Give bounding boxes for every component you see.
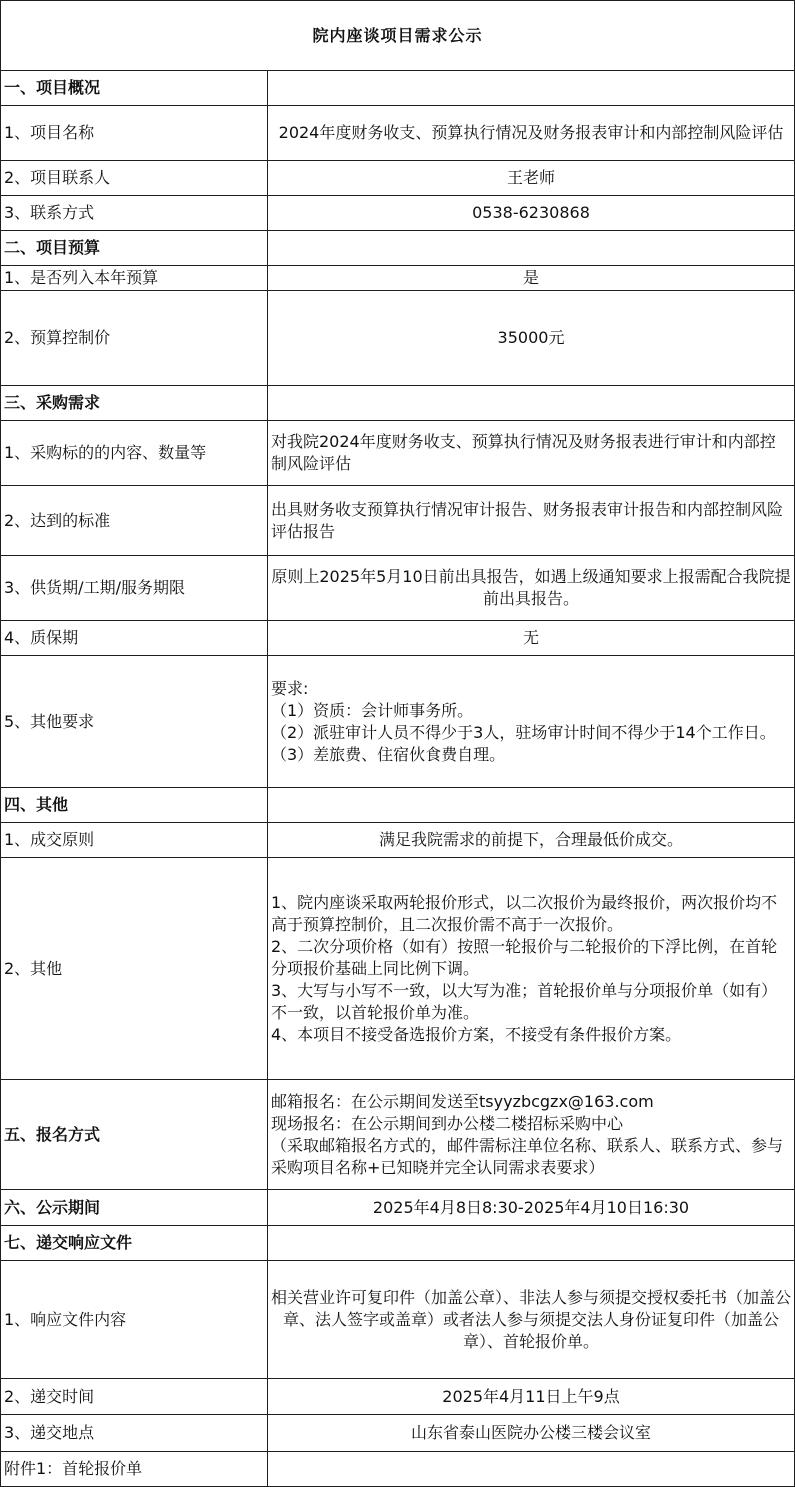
submit-place-value: 山东省泰山医院办公楼三楼会议室 xyxy=(268,1415,795,1452)
title-row xyxy=(1,1,795,71)
section-row xyxy=(1,386,795,421)
table-row xyxy=(1,106,795,161)
section-row xyxy=(1,231,795,266)
requirement-line: 要求: xyxy=(271,678,309,698)
registration-line: 邮箱报名：在公示期间发送至tsyyzbcgzx@163.com xyxy=(271,1091,654,1111)
deal-principle-value: 满足我院需求的前提下，合理最低价成交。 xyxy=(268,823,795,858)
empty-cell xyxy=(268,231,795,266)
standard-value: 出具财务收支预算执行情况审计报告、财务报表审计报告和内部控制风险评估报告 xyxy=(268,486,795,556)
table-row xyxy=(1,1080,795,1190)
row-label: 1、项目名称 xyxy=(1,106,268,161)
table-row xyxy=(1,486,795,556)
registration-line: 现场报名：在公示期间到办公楼二楼招标采购中心 xyxy=(271,1113,624,1133)
in-budget-value: 是 xyxy=(268,266,795,291)
section-heading: 五、报名方式 xyxy=(1,1080,268,1190)
table-row xyxy=(1,621,795,656)
registration-line: （采取邮箱报名方式的，邮件需标注单位名称、联系人、联系方式、参与采购项目名称+已知晓并完全认同需求表要求） xyxy=(271,1135,784,1177)
registration-value xyxy=(268,1080,795,1190)
contact-phone-value: 0538-6230868 xyxy=(268,196,795,231)
section-heading: 七、递交响应文件 xyxy=(1,1226,268,1261)
section-heading: 六、公示期间 xyxy=(1,1190,268,1226)
row-label: 3、联系方式 xyxy=(1,196,268,231)
table-row xyxy=(1,421,795,486)
publicity-period-value: 2025年4月8日8:30-2025年4月10日16:30 xyxy=(268,1190,795,1226)
others-line: 4、本项目不接受备选报价方案，不接受有条件报价方案。 xyxy=(271,1024,682,1044)
row-label: 1、响应文件内容 xyxy=(1,1261,268,1379)
section-heading: 四、其他 xyxy=(1,788,268,823)
empty-cell xyxy=(268,788,795,823)
section-row xyxy=(1,788,795,823)
row-label: 3、递交地点 xyxy=(1,1415,268,1452)
table-row xyxy=(1,161,795,196)
others-line: 2、二次分项价格（如有）按照一轮报价与二轮报价的下浮比例，在首轮分项报价基础上同比例下调。 xyxy=(271,936,778,978)
others-line: 1、院内座谈采取两轮报价形式，以二次报价为最终报价，两次报价均不高于预算控制价，且二次报价需不高于一次报价。 xyxy=(271,892,778,934)
section-row xyxy=(1,71,795,106)
row-label: 2、项目联系人 xyxy=(1,161,268,196)
table-row xyxy=(1,266,795,291)
budget-price-value: 35000元 xyxy=(268,291,795,386)
row-label: 1、成交原则 xyxy=(1,823,268,858)
row-label: 2、递交时间 xyxy=(1,1379,268,1415)
section-heading: 二、项目预算 xyxy=(1,231,268,266)
table-row xyxy=(1,823,795,858)
section-row xyxy=(1,1226,795,1261)
row-label: 5、其他要求 xyxy=(1,656,268,788)
page-title: 院内座谈项目需求公示 xyxy=(1,1,795,71)
row-label: 4、质保期 xyxy=(1,621,268,656)
requirement-line: （3）差旅费、住宿伙食费自理。 xyxy=(271,744,506,764)
other-requirements-value xyxy=(268,656,795,788)
content-quantity-value: 对我院2024年度财务收支、预算执行情况及财务报表进行审计和内部控制风险评估 xyxy=(268,421,795,486)
requirement-line: （2）派驻审计人员不得少于3人，驻场审计时间不得少于14个工作日。 xyxy=(271,722,776,742)
row-label: 2、其他 xyxy=(1,858,268,1080)
table-row xyxy=(1,1415,795,1452)
empty-cell xyxy=(268,71,795,106)
contact-person-value: 王老师 xyxy=(268,161,795,196)
submit-time-value: 2025年4月11日上午9点 xyxy=(268,1379,795,1415)
empty-cell xyxy=(268,386,795,421)
project-name-value: 2024年度财务收支、预算执行情况及财务报表审计和内部控制风险评估 xyxy=(268,106,795,161)
others-line: 3、大写与小写不一致，以大写为准；首轮报价单与分项报价单（如有）不一致，以首轮报价单为准。 xyxy=(271,980,778,1022)
table-row xyxy=(1,1190,795,1226)
empty-cell xyxy=(268,1452,795,1487)
row-label: 2、预算控制价 xyxy=(1,291,268,386)
row-label: 1、采购标的的内容、数量等 xyxy=(1,421,268,486)
table-row xyxy=(1,1379,795,1415)
empty-cell xyxy=(268,1226,795,1261)
table-row xyxy=(1,291,795,386)
table-row xyxy=(1,656,795,788)
attachment-label: 附件1：首轮报价单 xyxy=(1,1452,268,1487)
delivery-period-value: 原则上2025年5月10日前出具报告，如遇上级通知要求上报需配合我院提前出具报告。 xyxy=(268,556,795,621)
table-row xyxy=(1,196,795,231)
table-row xyxy=(1,858,795,1080)
requirement-line: （1）资质：会计师事务所。 xyxy=(271,700,474,720)
others-value xyxy=(268,858,795,1080)
table-row xyxy=(1,556,795,621)
section-heading: 三、采购需求 xyxy=(1,386,268,421)
table-row xyxy=(1,1261,795,1379)
row-label: 1、是否列入本年预算 xyxy=(1,266,268,291)
row-label: 2、达到的标准 xyxy=(1,486,268,556)
response-content-value: 相关营业许可复印件（加盖公章）、非法人参与须提交授权委托书（加盖公章、法人签字或盖章）或者法人参与须提交法人身份证复印件（加盖公章）、首轮报价单。 xyxy=(268,1261,795,1379)
row-label: 3、供货期/工期/服务期限 xyxy=(1,556,268,621)
table-row xyxy=(1,1452,795,1487)
section-heading: 一、项目概况 xyxy=(1,71,268,106)
warranty-value: 无 xyxy=(268,621,795,656)
